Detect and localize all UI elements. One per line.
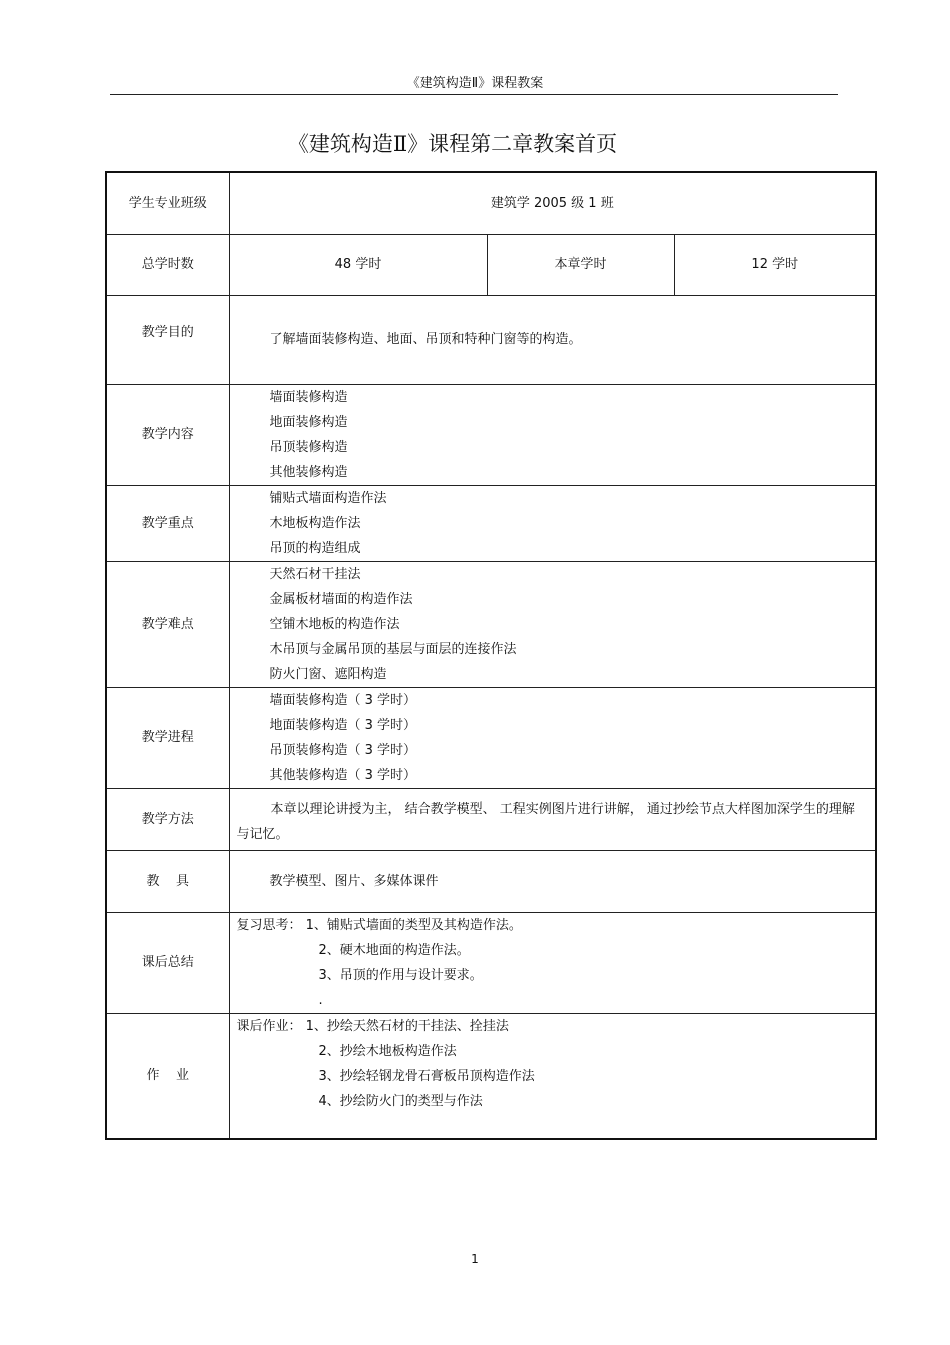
progress-label: 教学进程	[106, 687, 229, 788]
goal-value: 了解墙面装修构造、地面、吊顶和特种门窗等的构造。	[229, 295, 876, 384]
list-item: 吊顶的构造组成	[269, 540, 361, 556]
hours-row	[106, 234, 876, 295]
goal-label	[106, 295, 229, 384]
page-title: 《建筑构造Ⅱ》课程第二章教案首页	[287, 132, 618, 156]
list-item: 1、铺贴式墙面的类型及其构造作法。	[305, 917, 522, 933]
focus-list	[229, 485, 876, 561]
list-item: 2、硬木地面的构造作法。	[318, 942, 470, 958]
class-row	[106, 172, 876, 234]
method-label: 教学方法	[106, 788, 229, 850]
hours-value: 48 学时	[229, 234, 487, 295]
list-item: 铺贴式墙面构造作法	[269, 490, 387, 506]
summary-row	[106, 912, 876, 1013]
goal-row	[106, 295, 876, 384]
list-item: 其他装修构造（ 3 学时）	[269, 767, 417, 783]
progress-row	[106, 687, 876, 788]
class-label: 学生专业班级	[106, 172, 229, 234]
summary-line	[237, 913, 876, 938]
chapter-hours-label: 本章学时	[487, 234, 674, 295]
list-item: 吊顶装修构造	[269, 439, 348, 455]
class-value: 建筑学 2005 级 1 班	[229, 172, 876, 234]
homework-line	[237, 1014, 876, 1039]
list-item: 金属板材墙面的构造作法	[269, 591, 413, 607]
list-item: 4、抄绘防火门的类型与作法	[318, 1093, 483, 1109]
content-list	[229, 384, 876, 485]
list-item: 木地板构造作法	[269, 515, 361, 531]
tools-label: 教 具	[106, 850, 229, 912]
list-item: 1、抄绘天然石材的干挂法、拴挂法	[305, 1018, 509, 1034]
list-item: 防火门窗、遮阳构造	[269, 666, 387, 682]
header-rule	[110, 94, 838, 95]
hours-label: 总学时数	[106, 234, 229, 295]
homework-prefix: 课后作业：	[236, 1018, 302, 1034]
focus-row	[106, 485, 876, 561]
list-item: 吊顶装修构造（ 3 学时）	[269, 742, 417, 758]
summary-prefix: 复习思考：	[236, 917, 302, 933]
list-item: 地面装修构造	[269, 414, 348, 430]
chapter-hours-value: 12 学时	[674, 234, 876, 295]
running-head: 《建筑构造Ⅱ》课程教案	[406, 76, 544, 91]
list-item: .	[318, 992, 323, 1008]
progress-list	[229, 687, 876, 788]
homework-block	[229, 1013, 876, 1139]
page-number: 1	[471, 1252, 479, 1266]
list-item: 墙面装修构造	[269, 389, 348, 405]
difficulty-row	[106, 561, 876, 687]
list-item: 墙面装修构造（ 3 学时）	[269, 692, 417, 708]
method-value: 本章以理论讲授为主， 结合教学模型、 工程实例图片进行讲解， 通过抄绘节点大样图加深学生的理解与记忆。	[229, 788, 876, 850]
difficulty-label: 教学难点	[106, 561, 229, 687]
difficulty-list	[229, 561, 876, 687]
list-item: 地面装修构造（ 3 学时）	[269, 717, 417, 733]
summary-block	[229, 912, 876, 1013]
summary-label: 课后总结	[106, 912, 229, 1013]
list-item: 木吊顶与金属吊顶的基层与面层的连接作法	[269, 641, 517, 657]
lesson-plan-table	[105, 171, 877, 1140]
focus-label: 教学重点	[106, 485, 229, 561]
method-row	[106, 788, 876, 850]
homework-label: 作 业	[106, 1013, 229, 1139]
tools-value: 教学模型、图片、多媒体课件	[229, 850, 876, 912]
goal-label-text: 教学目的	[141, 325, 194, 340]
homework-row	[106, 1013, 876, 1139]
list-item: 3、吊顶的作用与设计要求。	[318, 967, 483, 983]
list-item: 其他装修构造	[269, 464, 348, 480]
list-item: 3、抄绘轻钢龙骨石膏板吊顶构造作法	[318, 1068, 535, 1084]
tools-row	[106, 850, 876, 912]
list-item: 2、抄绘木地板构造作法	[318, 1043, 457, 1059]
list-item: 空铺木地板的构造作法	[269, 616, 400, 632]
content-label: 教学内容	[106, 384, 229, 485]
list-item: 天然石材干挂法	[269, 566, 361, 582]
content-row	[106, 384, 876, 485]
